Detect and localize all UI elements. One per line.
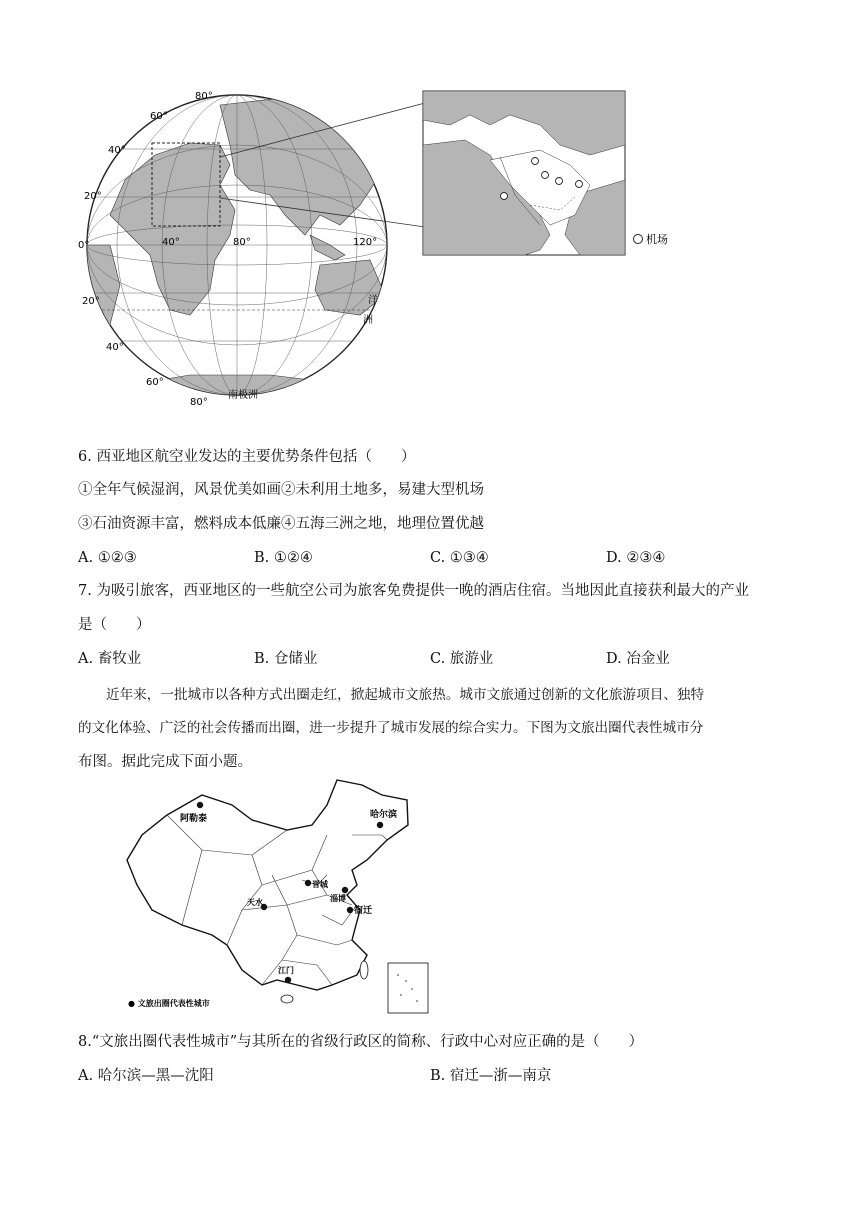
lon-label-120: 120° xyxy=(353,237,378,248)
city-label-harbin: 哈尔滨 xyxy=(370,810,398,820)
passage-line3: 布图。据此完成下面小题。 xyxy=(78,754,252,770)
airport-legend-icon xyxy=(634,235,643,244)
q7-option-d[interactable]: D. 冶金业 xyxy=(606,651,670,667)
q6-option-a[interactable]: A. ①②③ xyxy=(78,550,137,566)
city-label-zibo: 淄博 xyxy=(330,894,346,903)
q8-stem: 8.“文旅出圈代表性城市”与其所在的省级行政区的简称、行政中心对应正确的是（ ） xyxy=(78,1034,644,1050)
city-label-tianshui: 天水 xyxy=(247,898,263,907)
q7-option-a[interactable]: A. 畜牧业 xyxy=(78,651,142,667)
lon-label-80: 80° xyxy=(233,237,251,248)
q7-option-b[interactable]: B. 仓储业 xyxy=(254,651,318,667)
china-map xyxy=(112,775,442,1020)
lon-label-40: 40° xyxy=(162,237,180,248)
lat-label-0: 0° xyxy=(78,240,90,251)
lat-label-60s: 60° xyxy=(146,377,164,388)
airport-legend-label: 机场 xyxy=(646,233,668,246)
antarctica-label: 南极洲 xyxy=(228,390,258,401)
q6-statement-line1: ①全年气候湿润，风景优美如画②未利用土地多，易建大型机场 xyxy=(78,482,484,498)
china-outline xyxy=(127,780,408,990)
q8-option-a[interactable]: A. 哈尔滨—黑—沈阳 xyxy=(78,1068,214,1084)
q7-option-c[interactable]: C. 旅游业 xyxy=(430,651,494,667)
q7-stem-line1: 7. 为吸引旅客，西亚地区的一些航空公司为旅客免费提供一晚的酒店住宿。当地因此直接获利最大的产业 xyxy=(78,583,749,599)
china-map-figure xyxy=(112,775,442,1020)
lat-label-80n: 80° xyxy=(195,91,213,102)
q7-stem-line2: 是（ ） xyxy=(78,617,151,633)
globe-map xyxy=(70,85,790,410)
lat-label-60n: 60° xyxy=(150,111,168,122)
lat-label-20n: 20° xyxy=(84,191,102,202)
q8-option-b[interactable]: B. 宿迁—浙—南京 xyxy=(430,1068,552,1084)
lat-label-80s: 80° xyxy=(190,397,208,408)
lat-label-20s: 20° xyxy=(82,296,100,307)
ocean-label-1: 洋 xyxy=(368,295,378,306)
q6-option-b[interactable]: B. ①②④ xyxy=(254,550,313,566)
lat-label-40s: 40° xyxy=(106,342,124,353)
china-map-legend: ● 文旅出圈代表性城市 xyxy=(128,999,210,1008)
q6-stem: 6. 西亚地区航空业发达的主要优势条件包括（ ） xyxy=(78,449,416,465)
q6-option-d[interactable]: D. ②③④ xyxy=(606,550,666,566)
q6-statement-line2: ③石油资源丰富，燃料成本低廉④五海三洲之地，地理位置优越 xyxy=(78,516,484,532)
q6-option-c[interactable]: C. ①③④ xyxy=(430,550,489,566)
city-label-jiangmen: 江门 xyxy=(278,966,294,975)
passage-line1: 近年来，一批城市以各种方式出圈走红，掀起城市文旅热。城市文旅通过创新的文化旅游项目、独特 xyxy=(106,687,705,703)
south-china-sea-inset xyxy=(388,963,428,1013)
globe-figure xyxy=(70,85,790,410)
passage-line2: 的文化体验、广泛的社会传播而出圈，进一步提升了城市发展的综合实力。下图为文旅出圈代表性城市分 xyxy=(78,720,704,736)
inset-map xyxy=(423,91,668,255)
city-label-suqian: 宿迁 xyxy=(354,906,373,916)
ocean-label-2: 洲 xyxy=(363,315,373,326)
city-label-jincheng: 晋城 xyxy=(312,880,328,889)
city-label-altay: 阿勒泰 xyxy=(180,814,208,824)
lat-label-40n: 40° xyxy=(108,145,126,156)
